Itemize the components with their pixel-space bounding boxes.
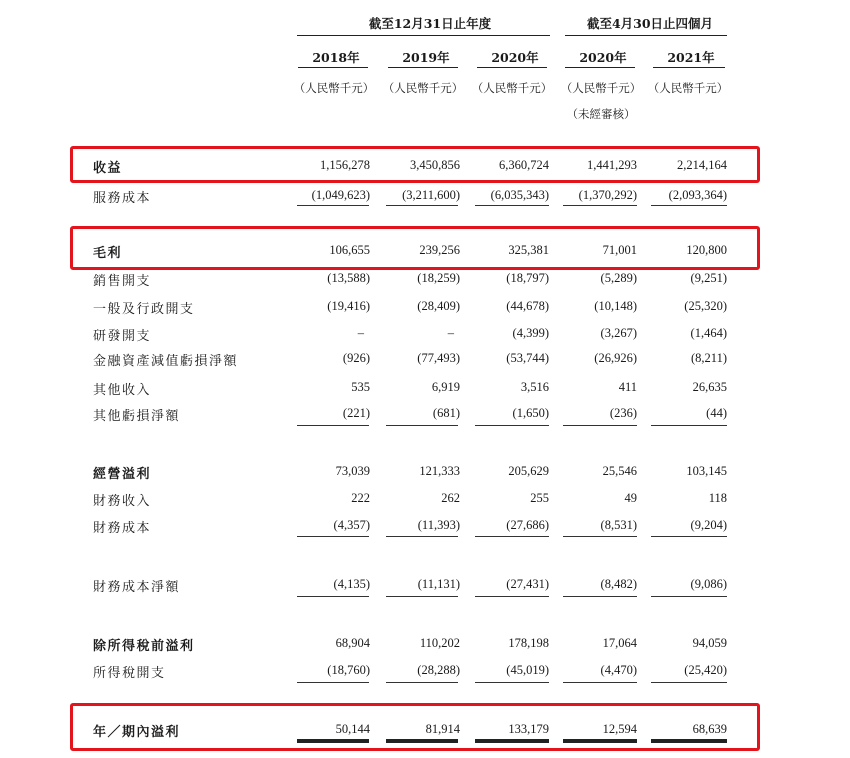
- row-label-net-finance-costs: 財務成本淨額: [93, 580, 181, 595]
- subtotal-rule: [563, 205, 637, 206]
- value-cell: (25,320): [684, 299, 727, 313]
- value-cell: (18,797): [506, 271, 549, 285]
- value-cell: (9,204): [690, 518, 727, 532]
- value-cell: (28,288): [417, 663, 460, 677]
- value-cell: 49: [624, 491, 637, 505]
- header-group-annual: 截至12月31日止年度: [368, 16, 492, 31]
- subtotal-rule: [386, 596, 458, 597]
- value-cell: –: [357, 326, 364, 340]
- highlight-box-revenue: [70, 146, 760, 183]
- value-cell: (9,251): [690, 271, 727, 285]
- value-cell: (4,135): [333, 577, 370, 591]
- value-cell: 81,914: [425, 722, 460, 736]
- value-cell: (18,259): [417, 271, 460, 285]
- subtotal-rule: [651, 682, 727, 683]
- value-cell: (45,019): [506, 663, 549, 677]
- header-unit: （人民幣千元）: [471, 81, 553, 95]
- row-label-operating-profit: 經營溢利: [93, 467, 152, 482]
- row-label-finance-costs: 財務成本: [93, 521, 152, 536]
- value-cell: 3,450,856: [410, 158, 460, 172]
- value-cell: (8,211): [691, 351, 727, 365]
- row-label-profit-for-period: 年／期內溢利: [93, 725, 181, 740]
- value-cell: (53,744): [506, 351, 549, 365]
- subtotal-rule: [475, 682, 549, 683]
- subtotal-rule: [651, 596, 727, 597]
- header-unit: （人民幣千元）: [647, 81, 729, 95]
- header-group-annual-rule: [297, 35, 550, 36]
- subtotal-rule: [475, 536, 549, 537]
- header-year-rule: [653, 67, 725, 68]
- value-cell: (1,370,292): [578, 188, 637, 202]
- value-cell: (44,678): [506, 299, 549, 313]
- value-cell: (77,493): [417, 351, 460, 365]
- value-cell: (3,211,600): [402, 188, 460, 202]
- row-label-gross-profit: 毛利: [93, 246, 123, 261]
- row-label-admin-expenses: 一般及行政開支: [93, 302, 195, 317]
- value-cell: (2,093,364): [668, 188, 727, 202]
- value-cell: (13,588): [327, 271, 370, 285]
- value-cell: (28,409): [417, 299, 460, 313]
- header-year: 2021年: [667, 50, 715, 65]
- value-cell: (5,289): [600, 271, 637, 285]
- row-label-income-tax: 所得稅開支: [93, 666, 166, 681]
- value-cell: 1,156,278: [320, 158, 370, 172]
- value-cell: 121,333: [419, 464, 460, 478]
- subtotal-rule: [563, 536, 637, 537]
- header-unit: （人民幣千元）: [293, 81, 375, 95]
- value-cell: 26,635: [692, 380, 727, 394]
- subtotal-rule: [563, 682, 637, 683]
- value-cell: (27,686): [506, 518, 549, 532]
- value-cell: 73,039: [335, 464, 370, 478]
- subtotal-rule: [475, 425, 549, 426]
- row-label-impairment: 金融資產減值虧損淨額: [93, 354, 239, 369]
- header-year: 2018年: [312, 50, 360, 65]
- value-cell: 6,360,724: [499, 158, 549, 172]
- value-cell: 255: [530, 491, 549, 505]
- value-cell: 12,594: [602, 722, 637, 736]
- header-year-rule: [388, 67, 458, 68]
- value-cell: 1,441,293: [587, 158, 637, 172]
- value-cell: (221): [342, 406, 370, 420]
- value-cell: 535: [351, 380, 370, 394]
- header-unaudited: （未經審核）: [566, 107, 636, 121]
- value-cell: 17,064: [602, 636, 637, 650]
- value-cell: 94,059: [692, 636, 727, 650]
- value-cell: (8,531): [600, 518, 637, 532]
- value-cell: 178,198: [508, 636, 549, 650]
- header-group-four-months-rule: [565, 35, 727, 36]
- value-cell: (9,086): [690, 577, 727, 591]
- subtotal-rule: [651, 425, 727, 426]
- subtotal-rule: [386, 536, 458, 537]
- value-cell: (1,650): [512, 406, 549, 420]
- value-cell: 68,639: [692, 722, 727, 736]
- value-cell: 325,381: [508, 243, 549, 257]
- header-year-rule: [477, 67, 547, 68]
- subtotal-rule: [297, 682, 369, 683]
- highlight-box-profit-for-period: [70, 703, 760, 751]
- value-cell: (1,464): [690, 326, 727, 340]
- subtotal-rule: [386, 425, 458, 426]
- value-cell: 262: [441, 491, 460, 505]
- header-unit: （人民幣千元）: [560, 81, 642, 95]
- value-cell: 120,800: [686, 243, 727, 257]
- row-label-cost-of-services: 服務成本: [93, 191, 152, 206]
- value-cell: 110,202: [419, 636, 460, 650]
- header-year: 2020年: [491, 50, 539, 65]
- value-cell: (18,760): [327, 663, 370, 677]
- highlight-box-gross-profit: [70, 226, 760, 270]
- value-cell: (4,357): [333, 518, 370, 532]
- row-label-rd-expenses: 研發開支: [93, 329, 152, 344]
- value-cell: –: [447, 326, 454, 340]
- value-cell: 2,214,164: [677, 158, 727, 172]
- value-cell: 222: [351, 491, 370, 505]
- value-cell: 68,904: [335, 636, 370, 650]
- value-cell: (25,420): [684, 663, 727, 677]
- value-cell: 71,001: [602, 243, 637, 257]
- value-cell: 6,919: [431, 380, 460, 394]
- value-cell: (681): [432, 406, 460, 420]
- subtotal-rule: [563, 425, 637, 426]
- subtotal-rule: [297, 425, 369, 426]
- value-cell: (44): [706, 406, 727, 420]
- value-cell: (11,393): [417, 518, 460, 532]
- row-label-other-income: 其他收入: [93, 383, 152, 398]
- value-cell: 205,629: [508, 464, 549, 478]
- value-cell: 103,145: [686, 464, 727, 478]
- header-year: 2020年: [579, 50, 627, 65]
- subtotal-rule: [297, 205, 369, 206]
- value-cell: (27,431): [506, 577, 549, 591]
- value-cell: (236): [609, 406, 637, 420]
- value-cell: 50,144: [335, 722, 370, 736]
- header-group-four-months: 截至4月30日止四個月: [586, 16, 714, 31]
- header-year-rule: [298, 67, 368, 68]
- value-cell: 239,256: [419, 243, 460, 257]
- value-cell: 3,516: [520, 380, 549, 394]
- value-cell: (19,416): [327, 299, 370, 313]
- value-cell: (11,131): [417, 577, 460, 591]
- value-cell: (1,049,623): [311, 188, 370, 202]
- value-cell: 133,179: [508, 722, 549, 736]
- subtotal-rule: [475, 205, 549, 206]
- value-cell: (26,926): [594, 351, 637, 365]
- subtotal-rule: [297, 596, 369, 597]
- value-cell: (6,035,343): [490, 188, 549, 202]
- value-cell: (3,267): [600, 326, 637, 340]
- value-cell: 25,546: [602, 464, 637, 478]
- subtotal-rule: [651, 536, 727, 537]
- subtotal-rule: [563, 596, 637, 597]
- value-cell: 411: [618, 380, 637, 394]
- row-label-selling-expenses: 銷售開支: [93, 274, 152, 289]
- header-unit: （人民幣千元）: [382, 81, 464, 95]
- value-cell: (4,399): [512, 326, 549, 340]
- value-cell: 106,655: [329, 243, 370, 257]
- subtotal-rule: [386, 682, 458, 683]
- row-label-other-losses: 其他虧損淨額: [93, 409, 181, 424]
- subtotal-rule: [297, 536, 369, 537]
- value-cell: (10,148): [594, 299, 637, 313]
- subtotal-rule: [386, 205, 458, 206]
- row-label-profit-before-tax: 除所得稅前溢利: [93, 639, 195, 654]
- subtotal-rule: [475, 596, 549, 597]
- value-cell: (8,482): [600, 577, 637, 591]
- subtotal-rule: [651, 205, 727, 206]
- row-label-revenue: 收益: [93, 161, 123, 176]
- value-cell: (926): [342, 351, 370, 365]
- header-year-rule: [565, 67, 635, 68]
- value-cell: 118: [708, 491, 727, 505]
- header-year: 2019年: [402, 50, 450, 65]
- value-cell: (4,470): [600, 663, 637, 677]
- row-label-finance-income: 財務收入: [93, 494, 152, 509]
